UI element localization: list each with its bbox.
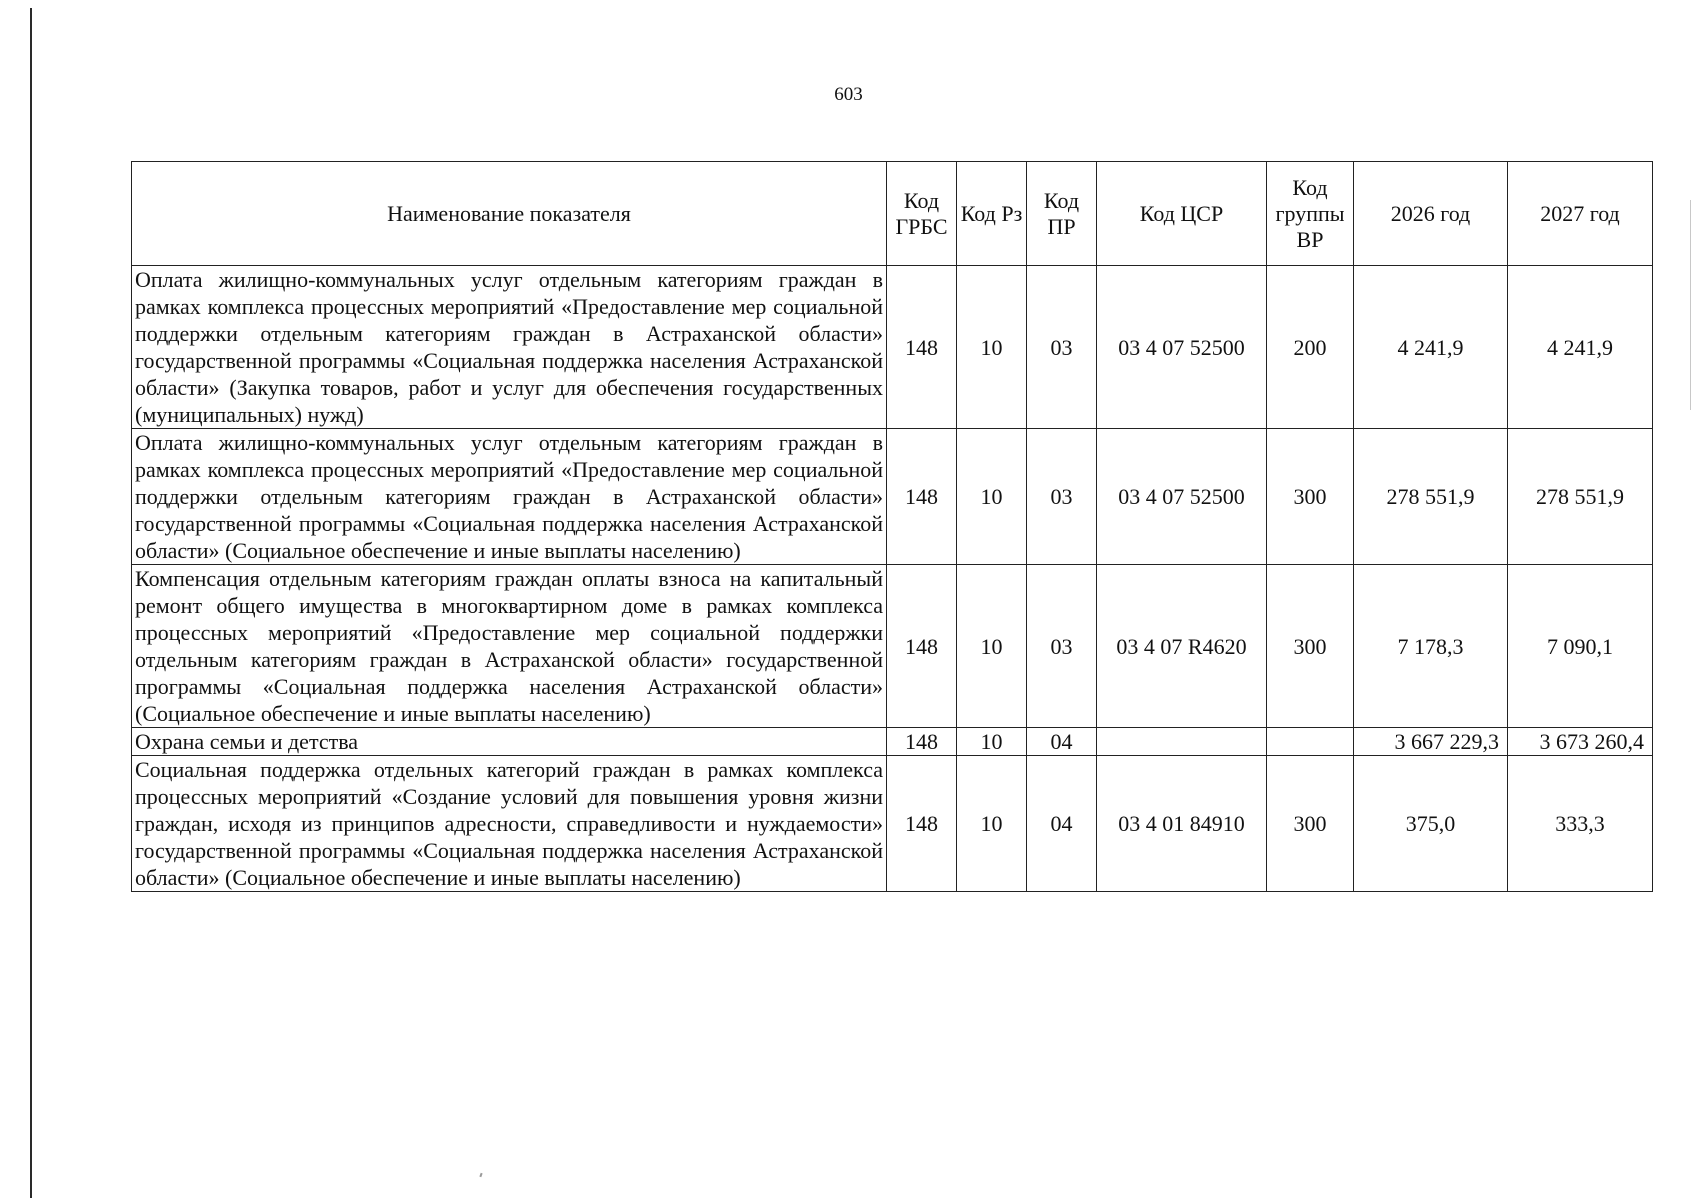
- row-amount-2026: 278 551,9: [1354, 429, 1508, 565]
- row-rz: 10: [957, 565, 1027, 728]
- page-number: 603: [834, 84, 863, 105]
- header-vr: Код группы ВР: [1267, 162, 1354, 266]
- row-grbs: 148: [887, 565, 957, 728]
- row-rz: 10: [957, 728, 1027, 756]
- row-amount-2027: 4 241,9: [1508, 266, 1653, 429]
- row-amount-2027: 7 090,1: [1508, 565, 1653, 728]
- header-pr: Код ПР: [1027, 162, 1097, 266]
- row-grbs: 148: [887, 266, 957, 429]
- row-csr: 03 4 07 52500: [1097, 266, 1267, 429]
- row-name: Оплата жилищно-коммунальных услуг отдельным категориям граждан в рамках комплекса процессных мероприятий «Предоставление мер социальной поддержки отдельным категориям граждан в Астраханской области» государственной программы «Социальная поддержка населения Астраханской области» (Закупка товаров, работ и услуг для обеспечения государственных (муниципальных) нужд): [132, 266, 887, 429]
- table-row: [132, 429, 1653, 565]
- row-amount-2026: 7 178,3: [1354, 565, 1508, 728]
- table-row: [132, 565, 1653, 728]
- table-header-row: [132, 162, 1653, 266]
- row-csr: 03 4 07 52500: [1097, 429, 1267, 565]
- row-name: Социальная поддержка отдельных категорий граждан в рамках комплекса процессных мероприятий «Создание условий для повышения уровня жизни граждан, исходя из принципов адресности, справедливости и нуждаемости» государственной программы «Социальная поддержка населения Астраханской области» (Социальное обеспечение и иные выплаты населению): [132, 756, 887, 892]
- row-vr: [1267, 728, 1354, 756]
- scan-speck: [479, 1173, 482, 1177]
- row-amount-2026: 4 241,9: [1354, 266, 1508, 429]
- scan-margin-line: [30, 8, 32, 1198]
- row-grbs: 148: [887, 429, 957, 565]
- row-rz: 10: [957, 756, 1027, 892]
- row-csr: [1097, 728, 1267, 756]
- row-pr: 03: [1027, 429, 1097, 565]
- row-pr: 04: [1027, 728, 1097, 756]
- header-2026: 2026 год: [1354, 162, 1508, 266]
- header-name: Наименование показателя: [132, 162, 887, 266]
- row-amount-2027: 278 551,9: [1508, 429, 1653, 565]
- table-row-section: [132, 728, 1653, 756]
- table-row: [132, 756, 1653, 892]
- row-amount-2027: 333,3: [1508, 756, 1653, 892]
- row-vr: 300: [1267, 565, 1354, 728]
- header-grbs: Код ГРБС: [887, 162, 957, 266]
- row-csr: 03 4 07 R4620: [1097, 565, 1267, 728]
- row-rz: 10: [957, 266, 1027, 429]
- row-amount-2027: 3 673 260,4: [1508, 728, 1653, 756]
- header-2027: 2027 год: [1508, 162, 1653, 266]
- row-pr: 03: [1027, 266, 1097, 429]
- header-csr: Код ЦСР: [1097, 162, 1267, 266]
- row-name: Компенсация отдельным категориям граждан оплаты взноса на капитальный ремонт общего имущества в многоквартирном доме в рамках комплекса процессных мероприятий «Предоставление мер социальной поддержки отдельным категориям граждан в Астраханской области» государственной программы «Социальная поддержка населения Астраханской области» (Социальное обеспечение и иные выплаты населению): [132, 565, 887, 728]
- row-vr: 300: [1267, 429, 1354, 565]
- header-rz: Код Рз: [957, 162, 1027, 266]
- row-amount-2026: 3 667 229,3: [1354, 728, 1508, 756]
- row-name: Оплата жилищно-коммунальных услуг отдельным категориям граждан в рамках комплекса процессных мероприятий «Предоставление мер социальной поддержки отдельным категориям граждан в Астраханской области» государственной программы «Социальная поддержка населения Астраханской области» (Социальное обеспечение и иные выплаты населению): [132, 429, 887, 565]
- row-rz: 10: [957, 429, 1027, 565]
- scan-edge-mark: [1690, 200, 1691, 410]
- row-pr: 04: [1027, 756, 1097, 892]
- row-name: Охрана семьи и детства: [132, 728, 887, 756]
- row-grbs: 148: [887, 756, 957, 892]
- row-vr: 200: [1267, 266, 1354, 429]
- row-csr: 03 4 01 84910: [1097, 756, 1267, 892]
- budget-table: [131, 161, 1653, 892]
- row-vr: 300: [1267, 756, 1354, 892]
- row-grbs: 148: [887, 728, 957, 756]
- table-row: [132, 266, 1653, 429]
- row-pr: 03: [1027, 565, 1097, 728]
- row-amount-2026: 375,0: [1354, 756, 1508, 892]
